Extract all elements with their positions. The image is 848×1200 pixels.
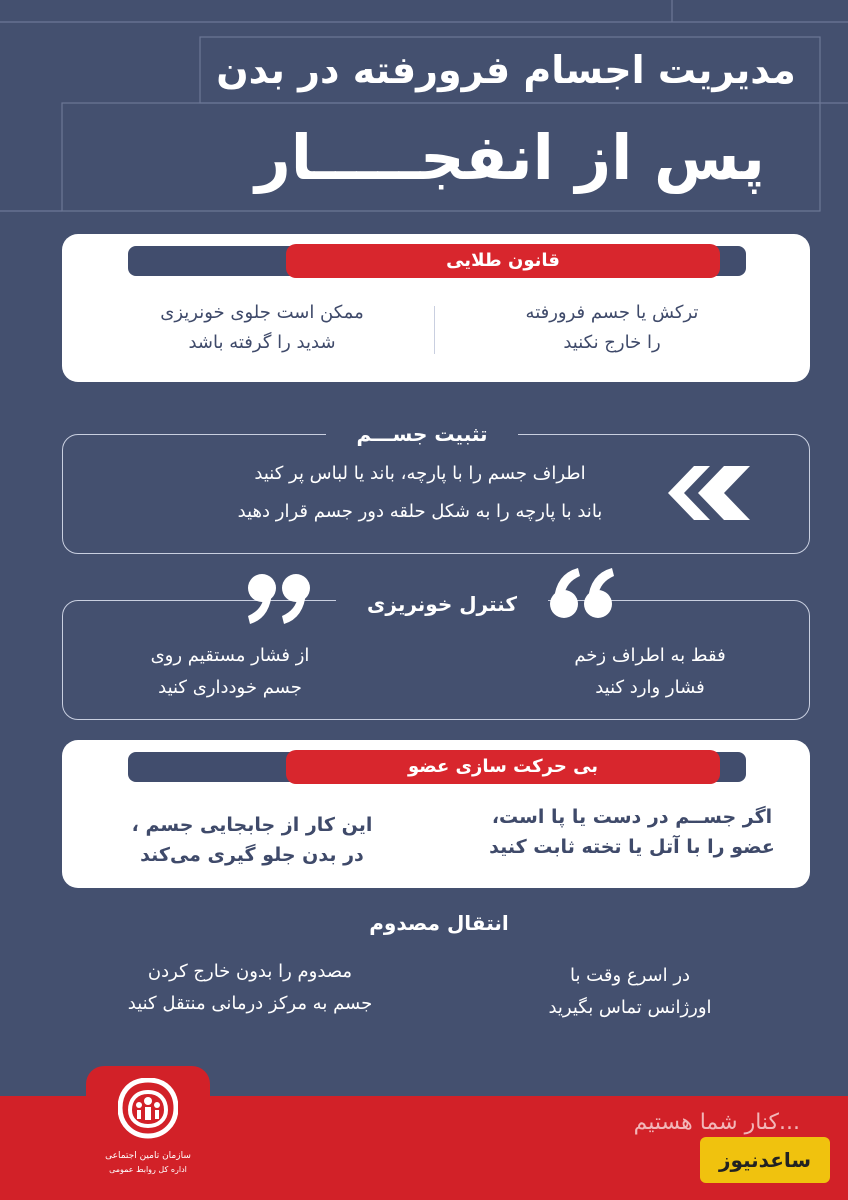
- immobilization-right-line1: اگر جســم در دست یا پا است،: [491, 806, 773, 828]
- fixation-heading: تثبیت جســـم: [326, 420, 518, 448]
- golden-rule-heading: قانون طلایی: [286, 244, 720, 278]
- golden-rule-left-line2: شدید را گرفته باشد: [188, 332, 336, 353]
- transfer-right-line2: اورژانس تماس بگیرید: [548, 997, 712, 1018]
- golden-rule-right-line2: را خارج نکنید: [563, 332, 661, 353]
- golden-rule-bar: [128, 246, 746, 276]
- immobilization-left-line1: این کار از جابجایی جسم ،: [131, 814, 373, 836]
- golden-rule-right-line1: ترکش یا جسم فرورفته: [525, 302, 699, 323]
- page-title-line1: مدیریت اجسام فرورفته در بدن: [216, 48, 796, 92]
- quote-icon-right: [548, 566, 618, 622]
- immobilization-heading: بی حرکت سازی عضو: [286, 750, 720, 784]
- golden-rule-divider: [434, 306, 435, 354]
- golden-rule-card: [62, 234, 810, 382]
- transfer-right-line1: در اسرع وقت با: [569, 965, 691, 986]
- bleeding-heading: کنترل خونریزی: [336, 590, 548, 618]
- bleeding-left-line1: از فشار مستقیم روی: [150, 645, 310, 666]
- bleeding-right-line1: فقط به اطراف زخم: [574, 645, 726, 666]
- social-security-logo-icon: [118, 1078, 178, 1140]
- page-title-line2: پس از انفجـــــار: [255, 121, 765, 194]
- bleeding-right-line2: فشار وارد کنید: [595, 677, 705, 698]
- transfer-left-line1: مصدوم را بدون خارج کردن: [147, 961, 353, 982]
- quote-icon-left: [246, 570, 316, 626]
- brand-watermark: ساعدنیوز: [700, 1137, 830, 1183]
- immobilization-left-line2: در بدن جلو گیری می‌کند: [140, 844, 364, 866]
- transfer-left-line2: جسم به مرکز درمانی منتقل کنید: [127, 993, 373, 1014]
- transfer-heading: انتقال مصدوم: [340, 908, 538, 938]
- logo-caption-line1: سازمان تامین اجتماعی: [105, 1151, 191, 1161]
- fixation-line1: اطراف جسم را با پارچه، باند یا لباس پر کنید: [254, 463, 586, 484]
- golden-rule-left-line1: ممکن است جلوی خونریزی: [160, 302, 364, 323]
- double-chevron-left-icon: [668, 466, 750, 520]
- logo-caption: [96, 1150, 200, 1176]
- fixation-line2: باند با پارچه را به شکل حلقه دور جسم قرار دهید: [237, 501, 603, 522]
- footer-slogan: ...کنار شما هستیم: [633, 1110, 800, 1135]
- immobilization-bar: [128, 752, 746, 782]
- bleeding-left-line2: جسم خودداری کنید: [158, 677, 302, 698]
- immobilization-right-line2: عضو را با آتل یا تخته ثابت کنید: [489, 836, 775, 858]
- immobilization-card: [62, 740, 810, 888]
- logo-caption-line2: اداره کل روابط عمومی: [109, 1165, 187, 1174]
